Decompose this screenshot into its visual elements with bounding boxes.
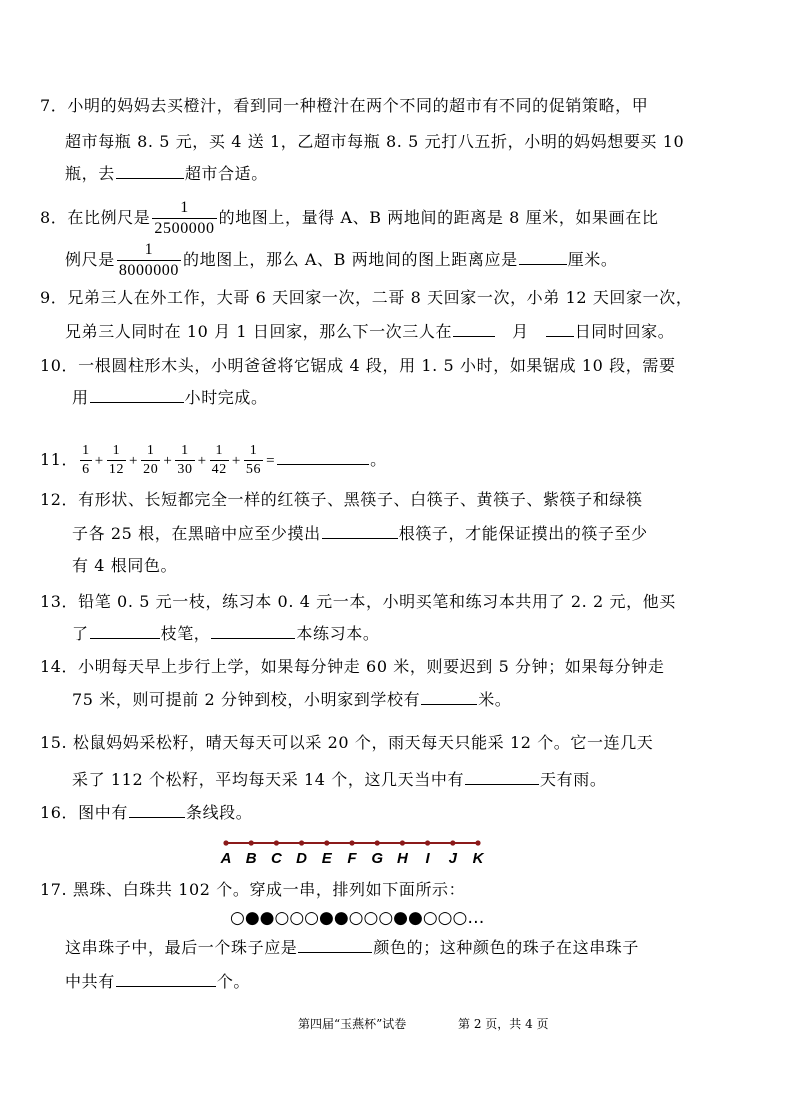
q9-line1: 9．兄弟三人在外工作，大哥 6 天回家一次，二哥 8 天回家一次，小弟 12 天回家一次，	[40, 288, 693, 307]
q9-day-blank[interactable]	[546, 322, 574, 337]
q8-line1	[40, 198, 658, 238]
q8-scale-fraction-1: $\frac{1}{2500000}$	[154, 199, 215, 237]
line-segment-figure	[216, 834, 496, 870]
q14-line1: 14．小明每天早上步行上学，如果每分钟走 60 米，则要迟到 5 分钟；如果每分钟走	[40, 657, 665, 676]
q16-answer-blank[interactable]	[129, 803, 185, 818]
segment-point-j	[450, 840, 455, 845]
segment-label-b: B	[245, 850, 257, 867]
segment-point-c	[274, 840, 279, 845]
segment-point-f	[349, 840, 354, 845]
q11-fraction: $\frac{1}{20}$	[143, 443, 159, 477]
q17-text-c: 中共有	[65, 972, 115, 991]
q7-line3	[65, 164, 268, 184]
q9-text-a: 兄弟三人同时在 10 月 1 日回家，那么下一次三人在	[65, 322, 453, 341]
q11-line	[40, 438, 387, 483]
q9-text-c: 日同时回家。	[574, 322, 675, 341]
q8-text-c: 例尺是	[65, 250, 115, 269]
q11-fraction: $\frac{1}{6}$	[82, 443, 90, 477]
q17-line4	[65, 972, 250, 992]
q13-line1: 13．铅笔 0. 5 元一枝，练习本 0. 4 元一本，小明买笔和练习本共用了 2. 2 元，他买	[40, 592, 676, 611]
footer-title: 第四届“玉燕杯”试卷	[298, 1017, 407, 1031]
q8-text-a: 8．在比例尺是	[40, 208, 151, 227]
q8-text-b: 的地图上，量得 A、B 两地间的距离是 8 厘米，如果画在比	[218, 208, 659, 227]
q9-line2	[65, 322, 674, 342]
q12-text-b: 根筷子，才能保证摸出的筷子至少	[398, 524, 648, 543]
segment-label-i: I	[425, 850, 430, 867]
q8-text-d: 的地图上，那么 A、B 两地间的图上距离应是	[183, 250, 518, 269]
q11-fraction: $\frac{1}{56}$	[245, 443, 262, 477]
q13-notebook-blank[interactable]	[211, 624, 295, 639]
segment-point-e	[324, 840, 329, 845]
q11-number: 11．	[40, 450, 79, 469]
q13-line2	[72, 624, 379, 644]
q17-text-d: 个。	[216, 972, 251, 991]
q16-line1	[40, 803, 252, 823]
q17-count-blank[interactable]	[116, 972, 216, 987]
q10-text-a: 用	[72, 388, 89, 407]
q15-line1: 15. 松鼠妈妈采松籽，晴天每天可以采 20 个，雨天每天只能采 12 个。它一连几天	[40, 733, 654, 752]
segment-label-j: J	[448, 850, 457, 867]
q12-text-a: 子各 25 根，在黑暗中应至少摸出	[72, 524, 321, 543]
q7-line1: 7．小明的妈妈去买橙汁，看到同一种橙汁在两个不同的超市有不同的促销策略，甲	[40, 96, 649, 115]
q8-answer-blank[interactable]	[519, 250, 567, 265]
q8-scale-fraction-2: $\frac{1}{8000000}$	[118, 241, 180, 279]
q14-line2	[72, 690, 511, 710]
q9-month-blank[interactable]	[453, 322, 495, 337]
q12-line3: 有 4 根同色。	[72, 556, 178, 575]
q14-answer-blank[interactable]	[421, 690, 477, 705]
q15-text-a: 采了 112 个松籽，平均每天采 14 个，这几天当中有	[72, 770, 465, 789]
q10-answer-blank[interactable]	[90, 388, 184, 403]
q17-text-a: 这串珠子中，最后一个珠子应是	[65, 938, 298, 957]
q13-pencil-blank[interactable]	[90, 624, 160, 639]
q13-text-b: 枝笔，	[160, 624, 211, 643]
q7-text-a: 瓶，去	[65, 164, 115, 183]
segment-label-c: C	[270, 850, 282, 867]
q15-answer-blank[interactable]	[465, 770, 539, 785]
q8-line2	[65, 240, 618, 280]
q11-fraction: $\frac{1}{30}$	[177, 443, 193, 477]
q7-text-b: 超市合适。	[184, 164, 268, 183]
q17-bead-sequence: ○●●○○○●●○○○●●○○○…	[230, 908, 485, 928]
q17-line1: 17. 黑珠、白珠共 102 个。穿成一串，排列如下面所示：	[40, 880, 466, 899]
q12-answer-blank[interactable]	[322, 524, 398, 539]
q11-plus: +	[94, 452, 104, 469]
q7-line2: 超市每瓶 8. 5 元，买 4 送 1，乙超市每瓶 8. 5 元打八五折，小明的妈妈想要买 10	[65, 132, 685, 151]
q10-line1: 10．一根圆柱形木头，小明爸爸将它锯成 4 段，用 1. 5 小时，如果锯成 10 段，需要	[40, 356, 676, 375]
q11-plus: +	[231, 452, 241, 469]
q11-fraction: $\frac{1}{12}$	[108, 443, 125, 477]
q16-text-a: 16．图中有	[40, 803, 128, 822]
segment-point-d	[299, 840, 304, 845]
segment-point-b	[249, 840, 254, 845]
q11-plus: +	[163, 452, 173, 469]
q12-line1: 12．有形状、长短都完全一样的红筷子、黑筷子、白筷子、黄筷子、紫筷子和绿筷	[40, 490, 643, 509]
q11-plus: +	[129, 452, 139, 469]
q10-text-b: 小时完成。	[184, 388, 268, 407]
segment-point-g	[375, 840, 380, 845]
q14-text-a: 75 米，则可提前 2 分钟到校，小明家到学校有	[72, 690, 421, 709]
q15-text-b: 天有雨。	[540, 770, 607, 789]
q12-line2	[72, 524, 648, 544]
q14-text-b: 米。	[478, 690, 512, 709]
q17-color-blank[interactable]	[298, 938, 372, 953]
segment-point-a	[223, 840, 228, 845]
q17-text-b: 颜色的；这种颜色的珠子在这串珠子	[373, 938, 640, 957]
segment-point-h	[400, 840, 405, 845]
q17-line3	[65, 938, 639, 958]
segment-label-e: E	[321, 850, 332, 867]
q15-line2	[72, 770, 606, 790]
q10-line2	[72, 388, 268, 408]
segment-label-a: A	[220, 850, 232, 867]
q11-equals: =	[266, 452, 276, 469]
segment-label-d: D	[296, 850, 308, 867]
q13-text-c: 本练习本。	[296, 624, 380, 643]
q11-plus: +	[197, 452, 207, 469]
q16-text-b: 条线段。	[185, 803, 253, 822]
footer-page-number: 第 2 页，共 4 页	[458, 1017, 549, 1031]
segment-point-k	[475, 840, 480, 845]
segment-label-g: G	[371, 850, 384, 867]
q11-fraction: $\frac{1}{42}$	[211, 443, 227, 477]
segment-point-i	[425, 840, 430, 845]
q11-end: 。	[370, 450, 387, 469]
segment-label-f: F	[347, 850, 357, 867]
q13-text-a: 了	[72, 624, 89, 643]
q7-answer-blank[interactable]	[116, 164, 184, 179]
segment-label-h: H	[396, 850, 408, 867]
q8-text-e: 厘米。	[567, 250, 618, 269]
segment-label-k: K	[472, 850, 484, 867]
q11-answer-blank[interactable]	[277, 450, 369, 465]
q9-text-month: 月	[512, 322, 529, 341]
